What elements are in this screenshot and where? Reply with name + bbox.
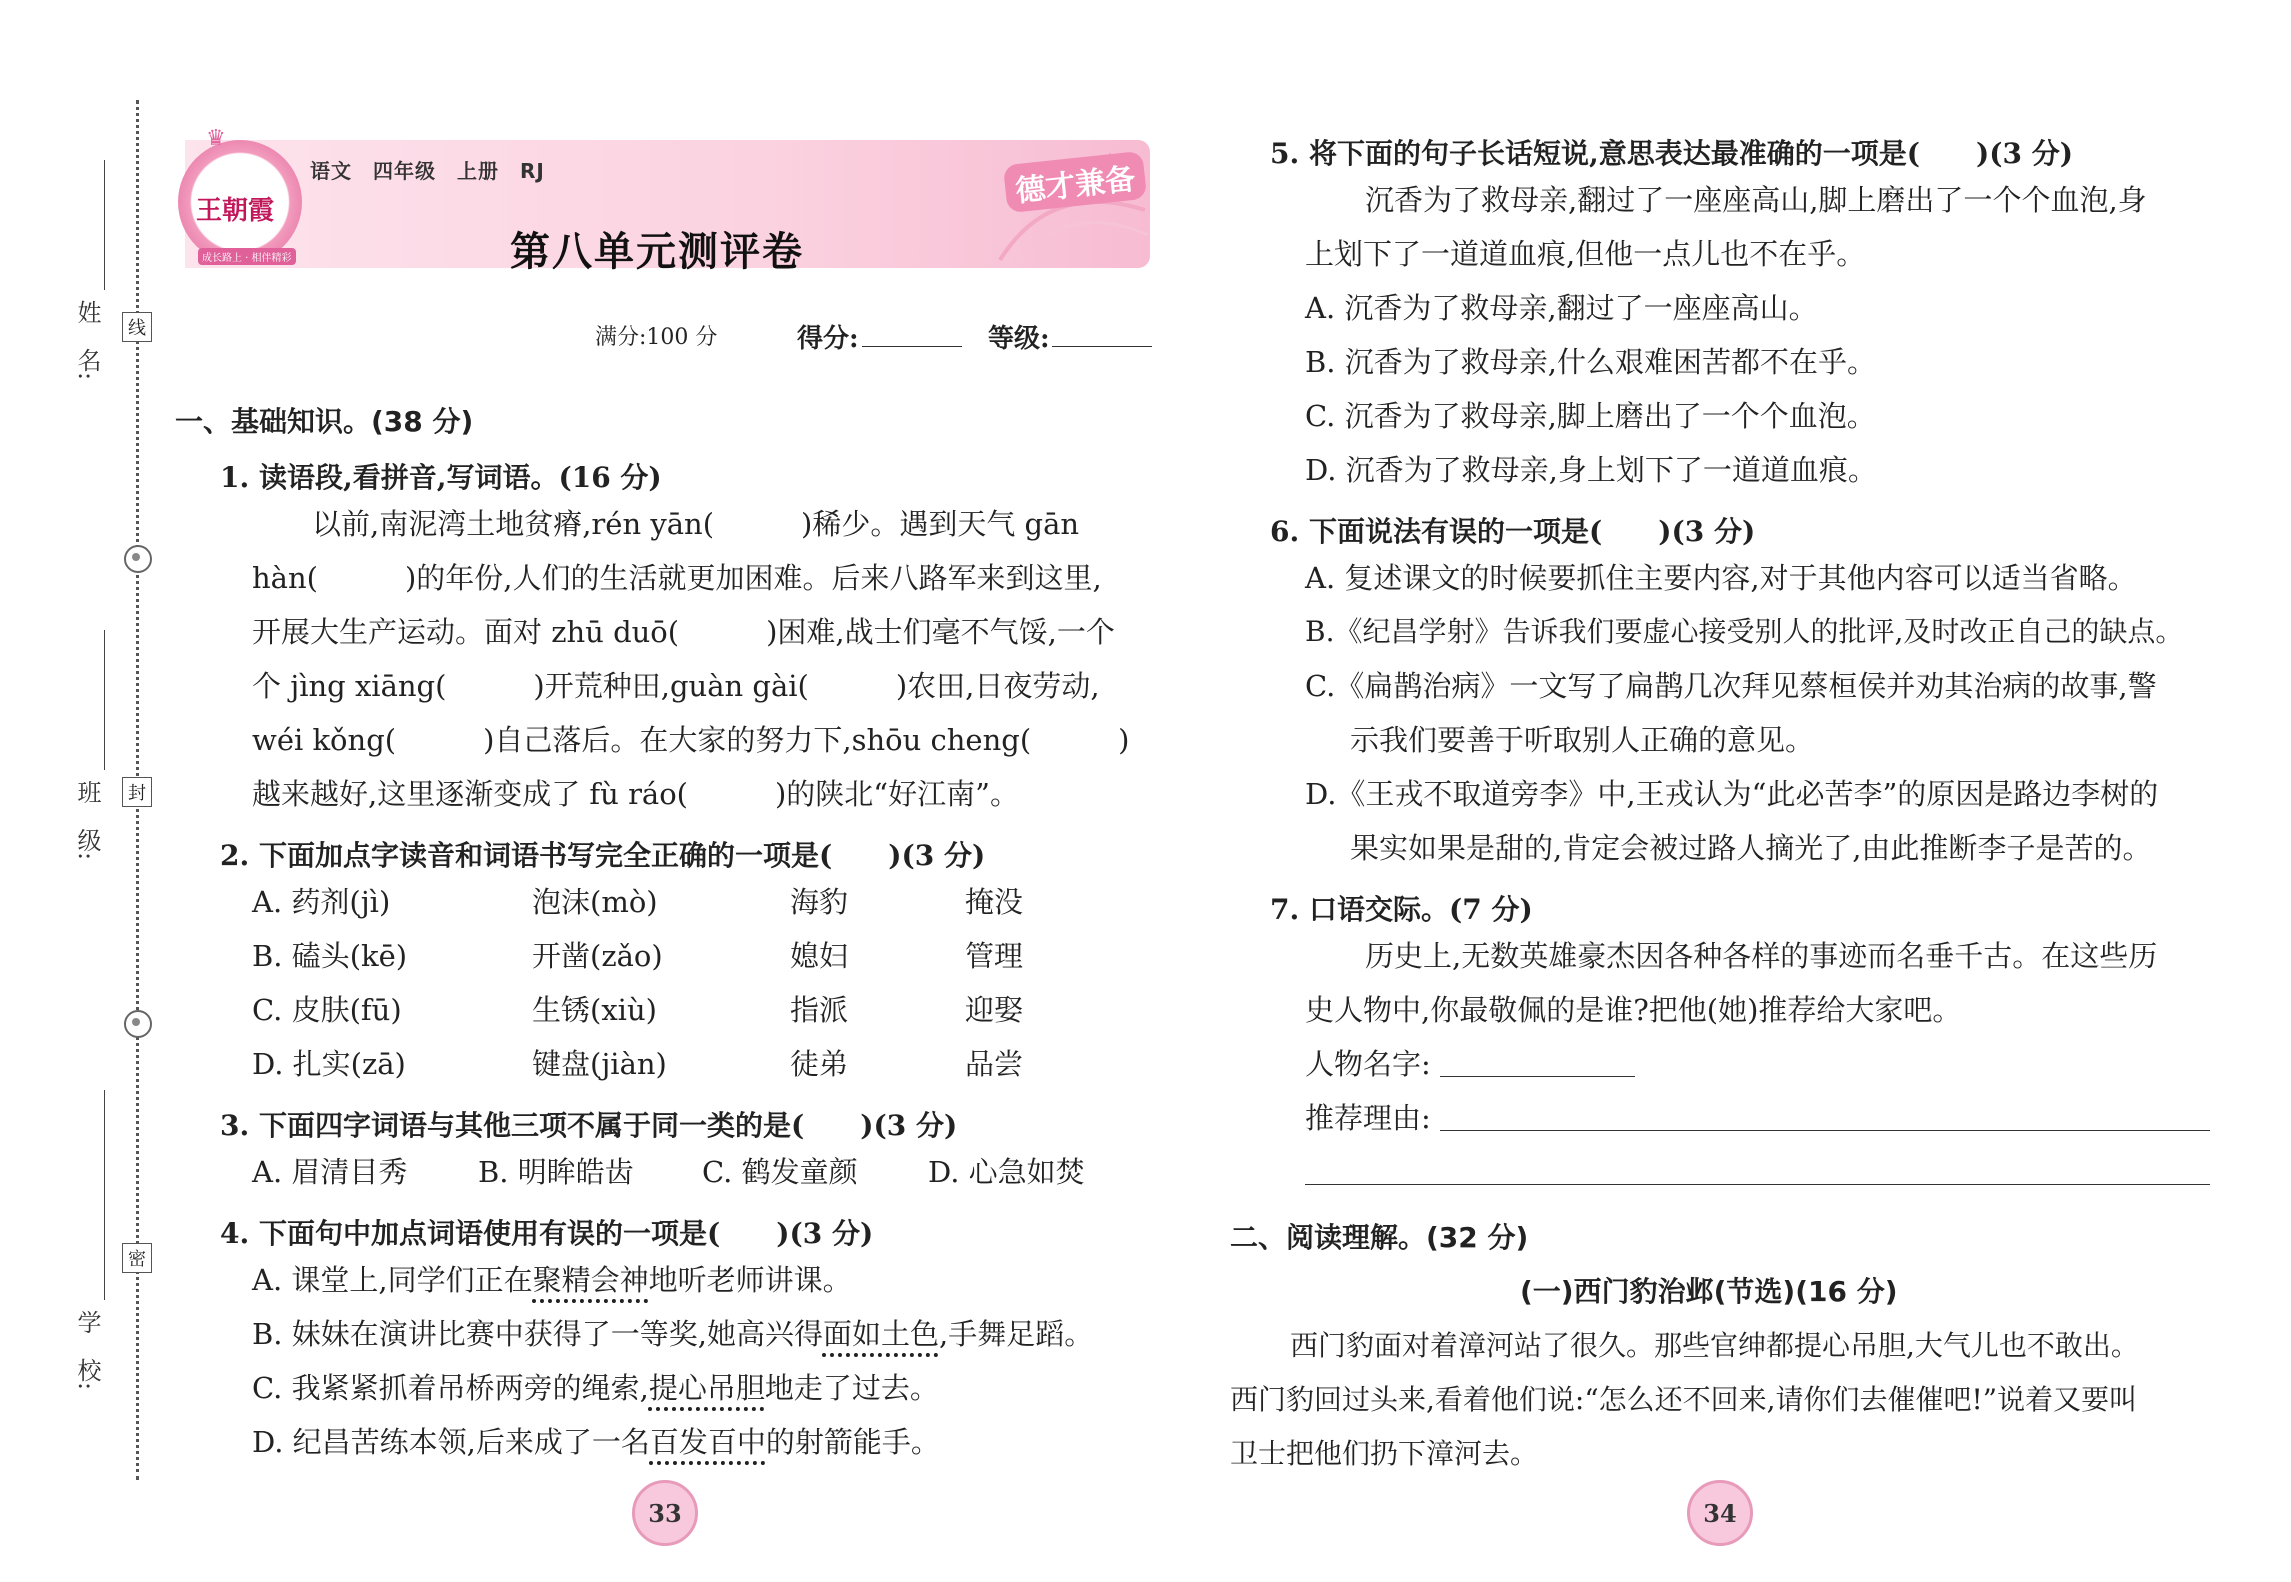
q2-option-d-1: D. 扎实(zā) bbox=[252, 1047, 406, 1081]
q2-option-c-2: 生锈(xiù) bbox=[532, 993, 657, 1027]
passage-line-6: 越来越好,这里逐渐变成了 fù ráo( )的陕北“好江南”。 bbox=[252, 777, 1019, 811]
q7-prompt-2: 史人物中,你最敬佩的是谁?把他(她)推荐给大家吧。 bbox=[1305, 993, 1962, 1027]
name-label: 姓 名: bbox=[73, 300, 101, 381]
binding-hole-icon bbox=[124, 545, 152, 573]
q7-reason-field[interactable] bbox=[1440, 1130, 2210, 1131]
section-1-heading: 一、基础知识。(38 分) bbox=[175, 405, 474, 438]
q7-reason-field-line-2[interactable] bbox=[1305, 1184, 2210, 1185]
question-5: 5. 将下面的句子长话短说,意思表达最准确的一项是( )(3 分) bbox=[1270, 137, 2073, 170]
q5-option-d: D. 沉香为了救母亲,身上划下了一道道血痕。 bbox=[1305, 453, 1877, 487]
section-2-heading: 二、阅读理解。(32 分) bbox=[1230, 1221, 1529, 1254]
q3-option-b: B. 明眸皓齿 bbox=[478, 1155, 634, 1189]
q7-prompt-1: 历史上,无数英雄豪杰因各种各样的事迹而名垂千古。在这些历 bbox=[1365, 939, 2158, 973]
q4-option-a: A. 课堂上,同学们正在聚精会神地听老师讲课。 bbox=[252, 1263, 852, 1297]
q5-sentence-2: 上划下了一道道血痕,但他一点儿也不在乎。 bbox=[1305, 237, 1866, 271]
q5-sentence-1: 沉香为了救母亲,翻过了一座座高山,脚上磨出了一个个血泡,身 bbox=[1365, 183, 2147, 217]
question-6: 6. 下面说法有误的一项是( )(3 分) bbox=[1270, 515, 1756, 548]
school-label: 学 校: bbox=[73, 1310, 101, 1391]
badge: 德才兼备 bbox=[1003, 151, 1147, 213]
q6-option-a: A. 复述课文的时候要抓住主要内容,对于其他内容可以适当省略。 bbox=[1305, 561, 2137, 595]
school-field-line[interactable] bbox=[104, 1090, 105, 1300]
q6-option-d-line-1: D.《王戎不取道旁李》中,王戎认为“此必苦李”的原因是路边李树的 bbox=[1305, 777, 2159, 811]
q7-reason-label: 推荐理由: bbox=[1305, 1101, 1431, 1135]
q2-option-d-4: 品尝 bbox=[965, 1047, 1024, 1081]
q6-option-c-line-1: C.《扁鹊治病》一文写了扁鹊几次拜见蔡桓侯并劝其治病的故事,警 bbox=[1305, 669, 2157, 703]
passage-line-4: 个 jìng xiāng( )开荒种田,guàn gài( )农田,日夜劳动, bbox=[252, 669, 1100, 703]
class-field-line[interactable] bbox=[104, 630, 105, 770]
binding-strip bbox=[0, 0, 150, 1582]
passage-line-1: 以前,南泥湾土地贫瘠,rén yān( )稀少。遇到天气 gān bbox=[312, 507, 1080, 541]
question-7: 7. 口语交际。(7 分) bbox=[1270, 893, 1533, 926]
cut-mark-secret: 密 bbox=[122, 1243, 152, 1273]
q2-option-b-2: 开凿(zǎo) bbox=[532, 939, 663, 973]
cut-mark-line: 线 bbox=[122, 312, 152, 342]
q4-option-b: B. 妹妹在演讲比赛中获得了一等奖,她高兴得面如土色,手舞足蹈。 bbox=[252, 1317, 1094, 1351]
q4-option-d: D. 纪昌苦练本领,后来成了一名百发百中的射箭能手。 bbox=[252, 1425, 940, 1459]
q5-option-a: A. 沉香为了救母亲,翻过了一座座高山。 bbox=[1305, 291, 1818, 325]
q5-option-c: C. 沉香为了救母亲,脚上磨出了一个个血泡。 bbox=[1305, 399, 1876, 433]
reading-1-para-2: 西门豹回过头来,看着他们说:“怎么还不回来,请你们去催催吧!”说着又要叫 bbox=[1230, 1383, 2138, 1416]
binding-hole-icon bbox=[124, 1010, 152, 1038]
q2-option-a-3: 海豹 bbox=[790, 885, 849, 919]
page-number-left: 33 bbox=[632, 1480, 698, 1546]
q3-option-c: C. 鹤发童颜 bbox=[702, 1155, 858, 1189]
q6-option-d-line-2: 果实如果是甜的,肯定会被过路人摘光了,由此推断李子是苦的。 bbox=[1350, 831, 2152, 865]
grade-field[interactable] bbox=[1052, 346, 1152, 347]
q6-option-c-line-2: 示我们要善于听取别人正确的意见。 bbox=[1350, 723, 1815, 757]
q2-option-d-2: 键盘(jiàn) bbox=[532, 1047, 667, 1081]
logo-name: 王朝霞 bbox=[196, 196, 275, 226]
page-number-right: 34 bbox=[1687, 1480, 1753, 1546]
logo-tagline: 成长路上 · 相伴精彩 bbox=[198, 248, 296, 265]
reading-1-para-1: 西门豹面对着漳河站了很久。那些官绅都提心吊胆,大气儿也不敢出。 bbox=[1290, 1329, 2139, 1362]
q2-option-b-3: 媳妇 bbox=[790, 939, 849, 973]
q2-option-c-3: 指派 bbox=[790, 993, 849, 1027]
question-1: 1. 读语段,看拼音,写词语。(16 分) bbox=[220, 461, 662, 494]
q3-option-d: D. 心急如焚 bbox=[928, 1155, 1085, 1189]
crown-icon: ♛ bbox=[206, 126, 226, 151]
question-2: 2. 下面加点字读音和词语书写完全正确的一项是( )(3 分) bbox=[220, 839, 986, 872]
q2-option-b-1: B. 磕头(kē) bbox=[252, 939, 408, 973]
q2-option-c-1: C. 皮肤(fū) bbox=[252, 993, 402, 1027]
cut-mark-seal: 封 bbox=[122, 777, 152, 807]
q2-option-b-4: 管理 bbox=[965, 939, 1024, 973]
score-label: 得分: bbox=[797, 324, 859, 354]
q7-name-label: 人物名字: bbox=[1305, 1047, 1431, 1081]
q5-option-b: B. 沉香为了救母亲,什么艰难困苦都不在乎。 bbox=[1305, 345, 1876, 379]
question-3: 3. 下面四字词语与其他三项不属于同一类的是( )(3 分) bbox=[220, 1109, 958, 1142]
q7-name-field[interactable] bbox=[1440, 1076, 1635, 1077]
q2-option-a-2: 泡沫(mò) bbox=[532, 885, 658, 919]
question-4: 4. 下面句中加点词语使用有误的一项是( )(3 分) bbox=[220, 1217, 874, 1250]
subject-info: 语文 四年级 上册 RJ bbox=[310, 159, 545, 183]
reading-1-para-3: 卫士把他们扔下漳河去。 bbox=[1230, 1437, 1539, 1470]
full-score: 满分:100 分 bbox=[595, 325, 718, 350]
passage-line-2: hàn( )的年份,人们的生活就更加困难。后来八路军来到这里, bbox=[252, 561, 1102, 595]
passage-line-5: wéi kǒng( )自己落后。在大家的努力下,shōu cheng( ) bbox=[252, 723, 1130, 757]
name-field-line[interactable] bbox=[104, 160, 105, 290]
q6-option-b: B.《纪昌学射》告诉我们要虚心接受别人的批评,及时改正自己的缺点。 bbox=[1305, 615, 2184, 648]
q2-option-d-3: 徒弟 bbox=[790, 1047, 849, 1081]
q2-option-a-4: 掩没 bbox=[965, 885, 1024, 919]
q4-option-c: C. 我紧紧抓着吊桥两旁的绳索,提心吊胆地走了过去。 bbox=[252, 1371, 939, 1405]
reading-1-title: (一)西门豹治邺(节选)(16 分) bbox=[1520, 1275, 1898, 1308]
grade-label: 等级: bbox=[988, 324, 1050, 354]
score-field[interactable] bbox=[862, 346, 962, 347]
q3-option-a: A. 眉清目秀 bbox=[252, 1155, 408, 1189]
page-title: 第八单元测评卷 bbox=[510, 229, 804, 275]
q2-option-a-1: A. 药剂(jì) bbox=[252, 885, 391, 919]
class-label: 班 级: bbox=[73, 780, 101, 861]
passage-line-3: 开展大生产运动。面对 zhū duō( )困难,战士们毫不气馁,一个 bbox=[252, 615, 1115, 649]
q2-option-c-4: 迎娶 bbox=[965, 993, 1024, 1027]
